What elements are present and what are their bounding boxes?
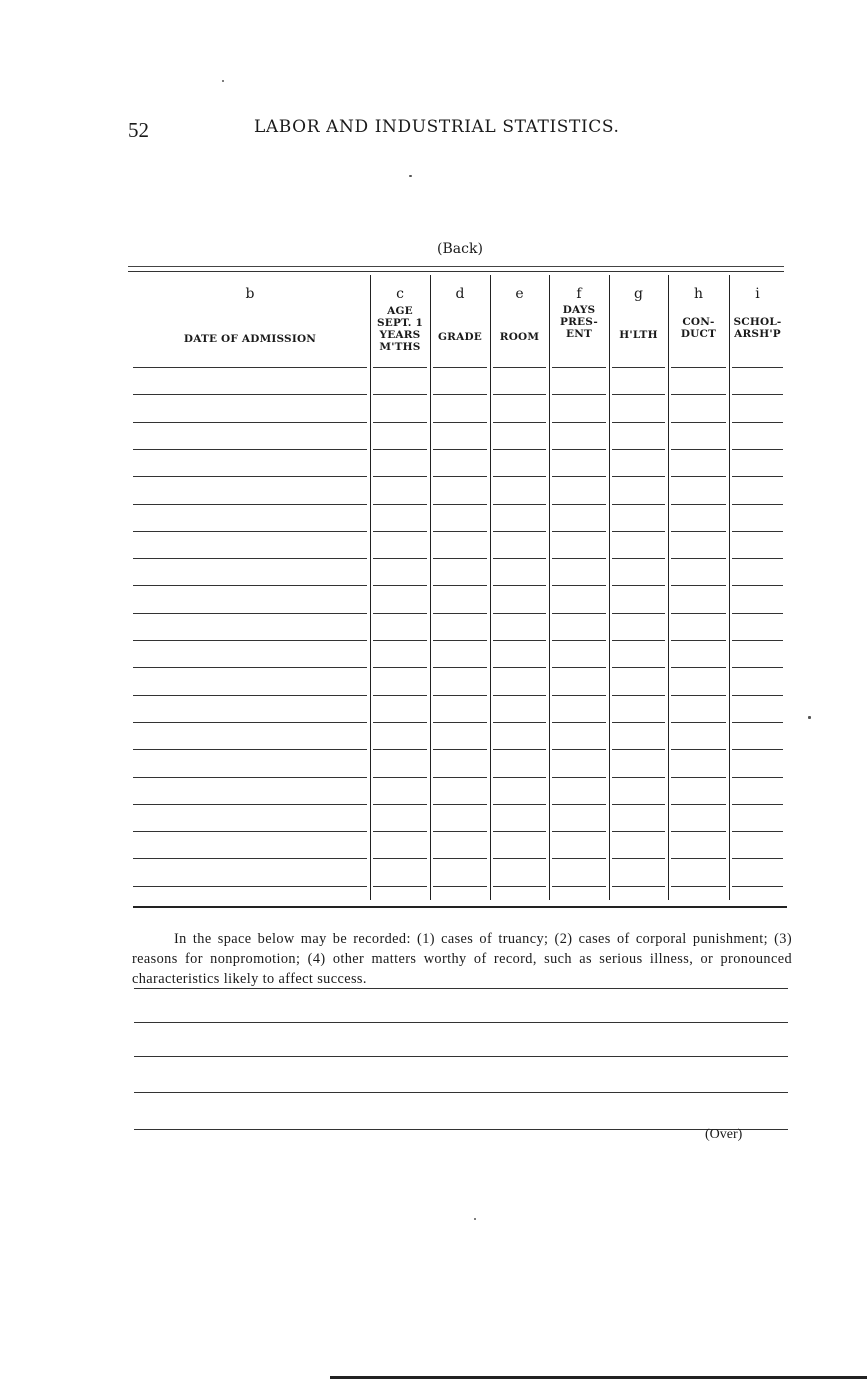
table-row-rule <box>671 394 726 395</box>
table-row-rule <box>612 749 665 750</box>
table-row-rule <box>433 476 487 477</box>
table-row-rule <box>133 422 367 423</box>
scan-speck <box>808 716 811 719</box>
column-letter: c <box>396 286 404 302</box>
table-row-rule <box>732 613 783 614</box>
table-row-rule <box>552 367 606 368</box>
column-heading: DATE OF ADMISSION <box>183 333 317 345</box>
table-row-rule <box>433 531 487 532</box>
table-row-rule <box>133 476 367 477</box>
table-row-rule <box>612 422 665 423</box>
column-divider <box>370 275 371 900</box>
table-row-rule <box>671 531 726 532</box>
table-row-rule <box>433 449 487 450</box>
table-row-rule <box>133 749 367 750</box>
table-row-rule <box>433 886 487 887</box>
top-rule-double <box>128 271 784 272</box>
table-row-rule <box>133 695 367 696</box>
remarks-line <box>134 1092 788 1093</box>
table-row-rule <box>133 886 367 887</box>
table-row-rule <box>552 858 606 859</box>
table-row-rule <box>671 449 726 450</box>
table-row-rule <box>493 886 546 887</box>
table-row-rule <box>732 367 783 368</box>
column-letter: g <box>634 286 643 302</box>
table-row-rule <box>133 585 367 586</box>
table-row-rule <box>612 585 665 586</box>
table-row-rule <box>552 449 606 450</box>
table-row-rule <box>671 722 726 723</box>
scan-speck <box>409 175 412 177</box>
column-divider <box>430 275 431 900</box>
table-row-rule <box>493 749 546 750</box>
table-row-rule <box>433 640 487 641</box>
column-letter: i <box>755 286 760 302</box>
table-row-rule <box>493 858 546 859</box>
table-row-rule <box>373 667 427 668</box>
table-row-rule <box>373 531 427 532</box>
table-row-rule <box>552 394 606 395</box>
scan-speck <box>222 80 224 82</box>
table-bottom-rule <box>133 906 787 908</box>
table-row-rule <box>671 667 726 668</box>
table-row-rule <box>552 476 606 477</box>
table-row-rule <box>552 722 606 723</box>
table-row-rule <box>612 558 665 559</box>
table-row-rule <box>373 613 427 614</box>
table-row-rule <box>433 613 487 614</box>
table-row-rule <box>493 640 546 641</box>
table-row-rule <box>433 749 487 750</box>
table-row-rule <box>612 667 665 668</box>
table-row-rule <box>612 695 665 696</box>
table-row-rule <box>671 749 726 750</box>
column-heading: ROOM <box>499 331 540 343</box>
table-row-rule <box>612 613 665 614</box>
table-row-rule <box>433 722 487 723</box>
table-row-rule <box>133 449 367 450</box>
column-letter: f <box>576 286 582 302</box>
table-row-rule <box>433 367 487 368</box>
column-heading: CON- DUCT <box>680 316 717 340</box>
table-row-rule <box>433 804 487 805</box>
table-row-rule <box>552 422 606 423</box>
column-heading: AGE SEPT. 1 YEARS M'THS <box>377 305 423 353</box>
table-row-rule <box>552 749 606 750</box>
table-row-rule <box>612 886 665 887</box>
column-letter: e <box>515 286 524 302</box>
table-row-rule <box>133 394 367 395</box>
table-row-rule <box>671 695 726 696</box>
table-row-rule <box>373 476 427 477</box>
column-letter: h <box>693 286 704 302</box>
table-row-rule <box>133 558 367 559</box>
table-row-rule <box>732 531 783 532</box>
table-row-rule <box>493 422 546 423</box>
table-row-rule <box>373 749 427 750</box>
table-row-rule <box>671 886 726 887</box>
table-row-rule <box>612 804 665 805</box>
table-row-rule <box>671 804 726 805</box>
column-divider <box>668 275 669 900</box>
table-row-rule <box>433 504 487 505</box>
table-row-rule <box>493 804 546 805</box>
remarks-line <box>134 1022 788 1023</box>
column-divider <box>490 275 491 900</box>
table-row-rule <box>612 640 665 641</box>
column-heading: H'LTH <box>619 329 658 341</box>
table-row-rule <box>433 394 487 395</box>
table-row-rule <box>373 886 427 887</box>
form-subtitle: (Back) <box>437 241 483 257</box>
table-row-rule <box>433 695 487 696</box>
table-row-rule <box>671 422 726 423</box>
table-row-rule <box>493 695 546 696</box>
table-row-rule <box>133 831 367 832</box>
table-row-rule <box>133 613 367 614</box>
table-row-rule <box>493 585 546 586</box>
table-row-rule <box>373 422 427 423</box>
table-row-rule <box>133 367 367 368</box>
table-row-rule <box>732 667 783 668</box>
table-row-rule <box>671 858 726 859</box>
top-rule <box>128 266 784 267</box>
table-row-rule <box>671 558 726 559</box>
table-row-rule <box>373 831 427 832</box>
table-row-rule <box>612 449 665 450</box>
table-row-rule <box>133 640 367 641</box>
table-row-rule <box>373 449 427 450</box>
table-row-rule <box>373 394 427 395</box>
table-row-rule <box>133 804 367 805</box>
table-row-rule <box>493 777 546 778</box>
table-row-rule <box>732 858 783 859</box>
table-row-rule <box>552 585 606 586</box>
table-row-rule <box>732 749 783 750</box>
table-row-rule <box>133 858 367 859</box>
note-text <box>132 929 792 989</box>
table-row-rule <box>552 531 606 532</box>
table-row-rule <box>493 367 546 368</box>
table-row-rule <box>493 558 546 559</box>
remarks-line <box>134 988 788 989</box>
table-row-rule <box>732 558 783 559</box>
table-row-rule <box>732 422 783 423</box>
table-row-rule <box>493 531 546 532</box>
page-number: 52 <box>128 118 149 142</box>
table-row-rule <box>612 858 665 859</box>
table-row-rule <box>493 476 546 477</box>
scan-speck <box>474 1218 476 1220</box>
table-row-rule <box>732 722 783 723</box>
table-row-rule <box>493 831 546 832</box>
table-row-rule <box>732 777 783 778</box>
table-row-rule <box>732 504 783 505</box>
table-row-rule <box>493 394 546 395</box>
over-mark: (Over) <box>705 1127 743 1142</box>
table-row-rule <box>671 585 726 586</box>
table-row-rule <box>373 695 427 696</box>
column-divider <box>549 275 550 900</box>
table-row-rule <box>612 531 665 532</box>
remarks-line <box>134 1129 788 1130</box>
table-row-rule <box>133 667 367 668</box>
page-bottom-edge <box>330 1376 867 1379</box>
table-row-rule <box>552 886 606 887</box>
table-row-rule <box>433 667 487 668</box>
table-row-rule <box>671 476 726 477</box>
table-row-rule <box>552 613 606 614</box>
note-paragraph: In the space below may be recorded: (1) cases of truancy; (2) cases of corporal punishment; (3) reasons for nonpromotion; (4) other matters worthy of record, such as serious illness, or pronounced characteristics likely to affect success. <box>132 931 792 987</box>
table-row-rule <box>552 804 606 805</box>
table-row-rule <box>373 585 427 586</box>
table-row-rule <box>493 449 546 450</box>
column-letter: d <box>455 286 465 302</box>
table-row-rule <box>133 722 367 723</box>
table-row-rule <box>732 394 783 395</box>
table-row-rule <box>612 476 665 477</box>
table-row-rule <box>612 831 665 832</box>
column-letter: b <box>245 286 255 302</box>
table-row-rule <box>732 831 783 832</box>
table-row-rule <box>433 585 487 586</box>
table-row-rule <box>612 367 665 368</box>
column-divider <box>729 275 730 900</box>
table-row-rule <box>671 367 726 368</box>
table-row-rule <box>671 640 726 641</box>
table-row-rule <box>671 613 726 614</box>
table-row-rule <box>433 558 487 559</box>
table-row-rule <box>552 667 606 668</box>
table-row-rule <box>552 504 606 505</box>
table-row-rule <box>732 804 783 805</box>
table-row-rule <box>732 640 783 641</box>
table-row-rule <box>671 777 726 778</box>
table-row-rule <box>732 886 783 887</box>
running-head: LABOR AND INDUSTRIAL STATISTICS. <box>254 117 620 137</box>
table-row-rule <box>671 504 726 505</box>
remarks-line <box>134 1056 788 1057</box>
column-heading: GRADE <box>438 331 482 343</box>
table-row-rule <box>373 367 427 368</box>
table-row-rule <box>552 695 606 696</box>
table-row-rule <box>133 777 367 778</box>
table-row-rule <box>732 585 783 586</box>
table-row-rule <box>433 831 487 832</box>
table-row-rule <box>493 667 546 668</box>
table-row-rule <box>552 831 606 832</box>
table-row-rule <box>671 831 726 832</box>
table-row-rule <box>373 777 427 778</box>
column-heading: SCHOL- ARSH'P <box>733 316 782 340</box>
table-row-rule <box>373 804 427 805</box>
table-row-rule <box>732 449 783 450</box>
table-row-rule <box>612 722 665 723</box>
table-row-rule <box>373 640 427 641</box>
table-row-rule <box>493 504 546 505</box>
table-row-rule <box>433 422 487 423</box>
table-row-rule <box>133 531 367 532</box>
table-row-rule <box>552 558 606 559</box>
table-row-rule <box>732 476 783 477</box>
column-divider <box>609 275 610 900</box>
table-row-rule <box>612 504 665 505</box>
table-row-rule <box>373 504 427 505</box>
table-row-rule <box>373 722 427 723</box>
table-row-rule <box>612 777 665 778</box>
table-row-rule <box>493 722 546 723</box>
table-row-rule <box>732 695 783 696</box>
table-row-rule <box>433 777 487 778</box>
table-row-rule <box>433 858 487 859</box>
table-row-rule <box>552 640 606 641</box>
table-row-rule <box>552 777 606 778</box>
table-row-rule <box>493 613 546 614</box>
table-row-rule <box>133 504 367 505</box>
table-row-rule <box>612 394 665 395</box>
column-heading: DAYS PRES- ENT <box>560 304 598 340</box>
table-row-rule <box>373 858 427 859</box>
table-row-rule <box>373 558 427 559</box>
